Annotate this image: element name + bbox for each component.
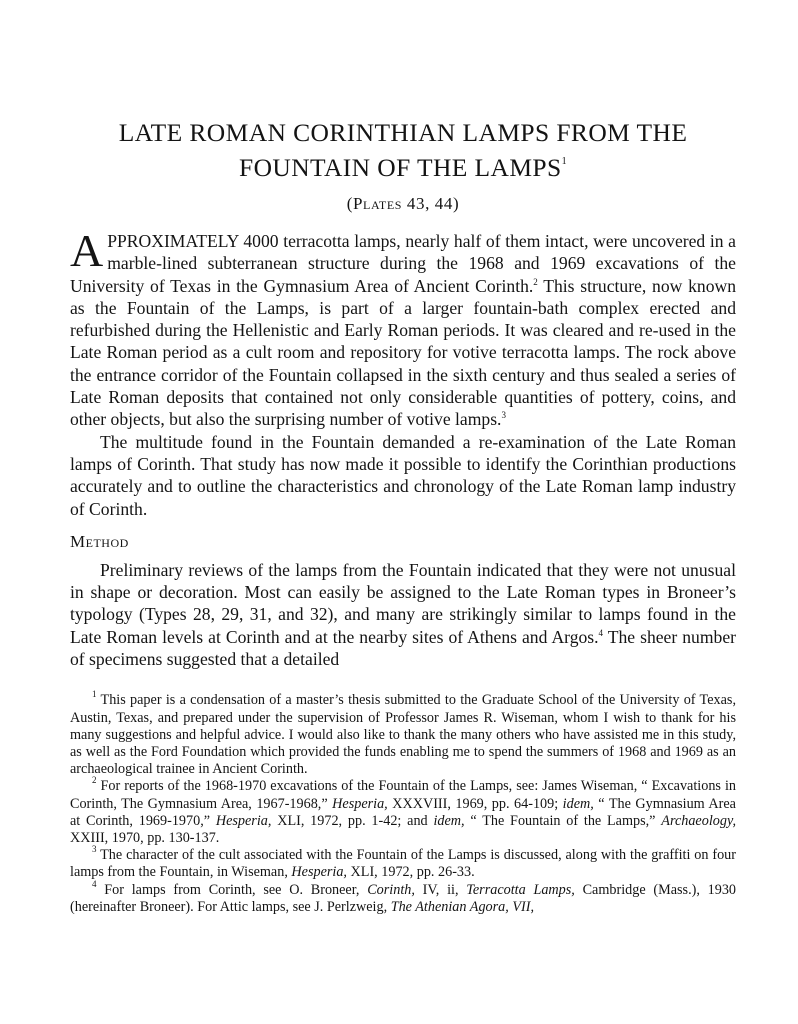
footnote-2-text: XLI, 1972, pp. 1-42; and: [271, 812, 434, 829]
footnote-3: [70, 844, 736, 881]
title-footnote-ref: 1: [561, 156, 567, 167]
footnote-2-text: “ The Gymnasium Area at Corinth, 1969-1970,”: [70, 795, 736, 829]
paragraph-1: [70, 225, 736, 431]
paragraph-3-text-a: Preliminary reviews of the lamps from the Fountain indicated that they were not unusual in shape or decoration. Most can easily be assigned to the Late Roman types in Broneer’s typology (Types 28, 29, 31, and 32), and many are strikingly similar to lamps found in the Late Roman levels at Corinth and at the nearby sites of Athens and Argos.: [70, 559, 736, 647]
drop-cap: A: [70, 225, 104, 276]
paragraph-3-text-b: The sheer number of specimens suggested that a detailed: [70, 626, 736, 670]
footnote-4: [70, 878, 737, 916]
footnote-2-idem: idem,: [433, 812, 465, 829]
footnote-4-text: IV, ii,: [414, 881, 467, 898]
footnote-ref-4: 4: [598, 627, 604, 638]
footnote-4-book: Corinth,: [367, 881, 415, 898]
footnote-1-number: 1: [92, 689, 97, 700]
footnote-3-text: The character of the cult associated with the Fountain of the Lamps is discussed, along with the graffiti on four lamps from the Fountain, in Wiseman,: [70, 847, 736, 881]
footnote-ref-2: 2: [533, 276, 538, 287]
footnote-1: [70, 689, 736, 778]
paragraph-1-text-b: This structure, now known as the Fountain of the Lamps, is part of a larger fountain-bath complex erected and refurbished during the Hellenistic and Early Roman periods. It was cleared and re-used in the Late Roman period as a cult room and repository for votive terracotta lamps. The rock above the entrance corridor of the Fountain collapsed in the sixth century and thus sealed a series of Late Roman deposits that contained not only considerable quantities of pottery, coins, and other objects, but also the surprising number of votive lamps.: [70, 275, 736, 430]
footnotes: [70, 689, 737, 916]
footnote-2: [70, 775, 737, 847]
title-line-1: LATE ROMAN CORINTHIAN LAMPS FROM THE: [118, 118, 688, 147]
footnote-2-text: For reports of the 1968-1970 excavations of the Fountain of the Lamps, see: James Wiseman, “ Excavations in Corinth, The Gymnasium Area, 1967-1968,”: [70, 778, 736, 812]
footnote-4-text: Cambridge (Mass.), 1930 (hereinafter Broneer). For Attic lamps, see J. Perlzweig,: [70, 881, 737, 915]
paragraph-1-text-a: PPROXIMATELY 4000 terracotta lamps, nearly half of them intact, were uncovered in a marble-lined subterranean structure during the 1968 and 1969 excavations of the University of Texas in the Gymnasium Area of Ancient Corinth.: [70, 231, 736, 296]
footnote-2-number: 2: [92, 775, 97, 786]
footnote-4-number: 4: [92, 878, 97, 889]
footnote-3-number: 3: [92, 844, 97, 855]
footnote-ref-3: 3: [501, 410, 506, 421]
footnote-2-idem: idem,: [562, 795, 594, 812]
article-title: [70, 118, 736, 182]
footnote-2-journal: Archaeology,: [661, 812, 737, 829]
footnote-4-book: Terracotta Lamps,: [466, 881, 575, 898]
footnote-1-text: This paper is a condensation of a master’s thesis submitted to the Graduate School of the University of Texas, Austin, Texas, and prepared under the supervision of Professor James R. Wiseman, whom I wish to thank for his many suggestions and helpful advice. I would also like to thank the many others who have assisted me in this study, as well as the Ford Foundation which provided the funds enabling me to spend the summers of 1968 and 1969 as an archaeological trainee in Ancient Corinth.: [70, 692, 736, 778]
paragraph-2: The multitude found in the Fountain demanded a re-examination of the Late Roman lamps of Corinth. That study has now made it possible to identify the Corinthian productions accurately and to outline the characteristics and chronology of the Late Roman lamp industry of Corinth.: [70, 431, 736, 519]
paragraph-3: [70, 559, 736, 670]
footnote-4-book: The Athenian Agora, VII,: [390, 898, 534, 915]
section-heading-method: Method: [70, 531, 129, 551]
footnote-3-text: XLI, 1972, pp. 26-33.: [346, 864, 475, 881]
footnote-4-text: For lamps from Corinth, see O. Broneer,: [96, 881, 368, 898]
footnote-2-text: XXIII, 1970, pp. 130-137.: [70, 829, 220, 846]
footnote-2-text: XXXVIII, 1969, pp. 64-109;: [387, 795, 563, 812]
footnote-2-text: “ The Fountain of the Lamps,”: [464, 812, 662, 829]
footnote-3-journal: Hesperia,: [291, 864, 347, 881]
footnote-2-journal: Hesperia,: [215, 812, 272, 829]
page: [70, 118, 736, 916]
title-line-2: FOUNTAIN OF THE LAMPS: [239, 153, 562, 182]
footnote-2-journal: Hesperia,: [332, 795, 388, 812]
plates-reference: (Plates 43, 44): [346, 194, 460, 213]
